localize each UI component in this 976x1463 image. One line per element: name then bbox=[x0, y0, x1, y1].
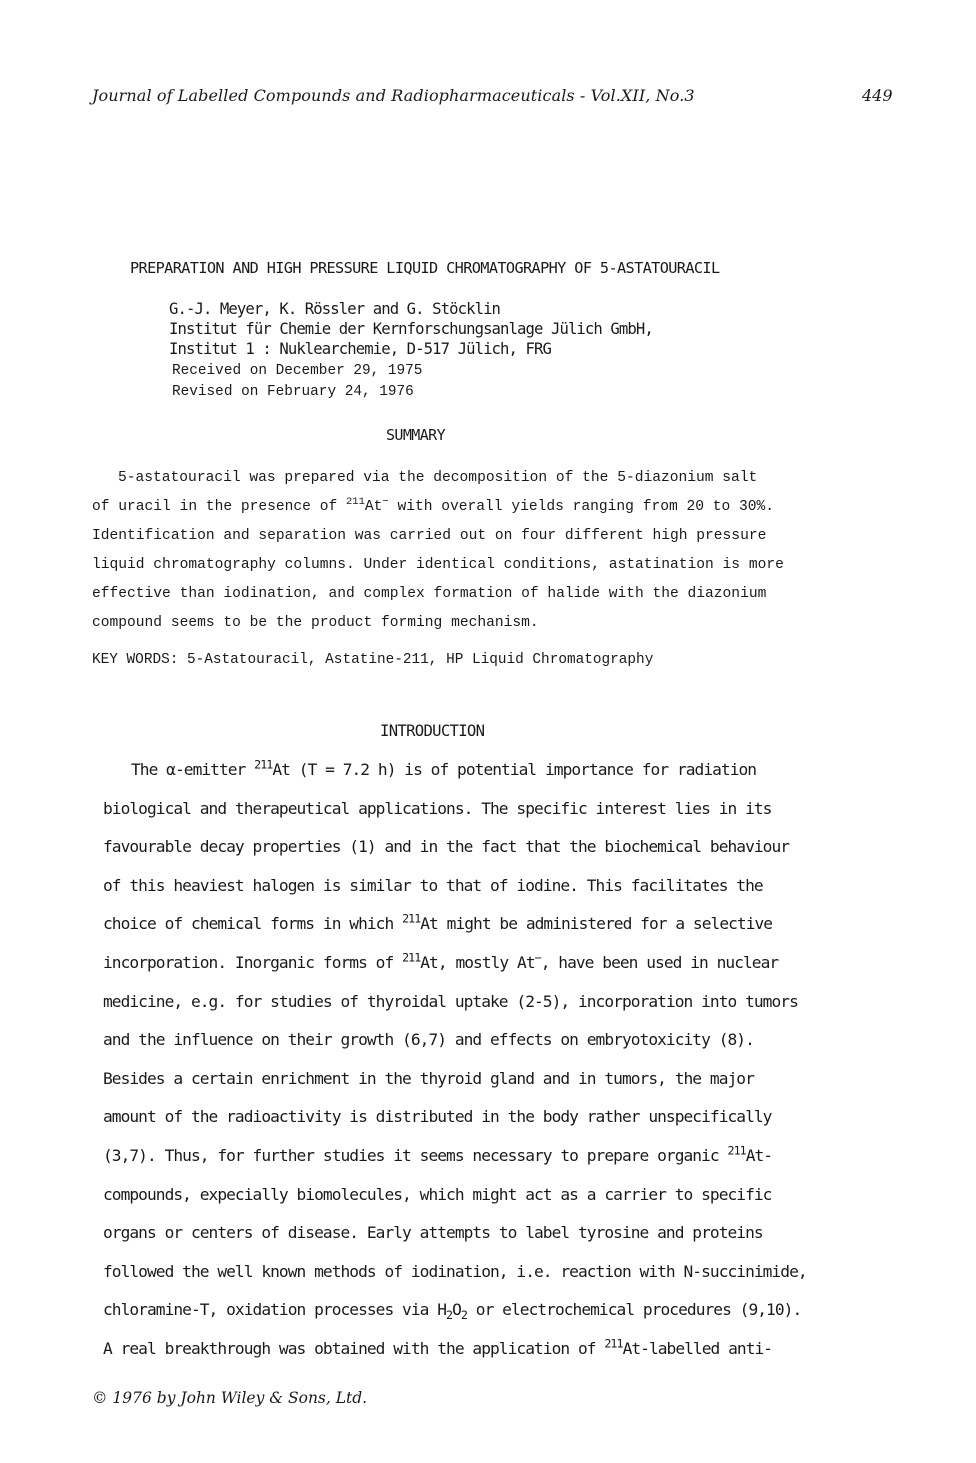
text-line bbox=[103, 876, 763, 895]
text-pre: amount of the radioactivity is distributed in the body rather unspecifically bbox=[103, 1107, 772, 1127]
text-line bbox=[103, 1030, 754, 1049]
text-post: At-labelled anti- bbox=[622, 1339, 773, 1358]
text-line bbox=[92, 496, 775, 515]
text-sub2: 2 bbox=[460, 1308, 467, 1323]
text-line bbox=[103, 1185, 771, 1204]
text-line bbox=[103, 1336, 773, 1358]
text-pre: biological and therapeutical applications. The specific interest lies in its bbox=[103, 798, 772, 818]
text-sup: 211 bbox=[402, 950, 421, 965]
copyright-footer: © 1976 by John Wiley & Sons, Ltd. bbox=[92, 1389, 368, 1407]
affiliation-line-1: Institut für Chemie der Kernforschungsanlage Jülich GmbH, bbox=[169, 320, 653, 338]
author-list: G.-J. Meyer, K. Rössler and G. Stöcklin bbox=[169, 300, 501, 318]
text-pre: of uracil in the presence of bbox=[92, 499, 346, 515]
text-line bbox=[103, 950, 779, 972]
text-mid: At, mostly At bbox=[420, 953, 535, 972]
text-pre: compound seems to be the product forming mechanism. bbox=[92, 615, 539, 631]
text-pre: incorporation. Inorganic forms of bbox=[103, 953, 403, 972]
text-pre: and the influence on their growth (6,7) and effects on embryotoxicity (8). bbox=[103, 1030, 754, 1050]
introduction-heading: INTRODUCTION bbox=[380, 722, 485, 740]
text-pre: of this heaviest halogen is similar to that of iodine. This facilitates the bbox=[103, 875, 763, 895]
page-number: 449 bbox=[862, 86, 893, 105]
text-line bbox=[103, 992, 798, 1011]
article-title: PREPARATION AND HIGH PRESSURE LIQUID CHROMATOGRAPHY OF 5-ASTATOURACIL bbox=[130, 259, 720, 277]
revised-date: Revised on February 24, 1976 bbox=[172, 384, 414, 400]
text-post: or electrochemical procedures (9,10). bbox=[467, 1300, 802, 1320]
text-pre: organs or centers of disease. Early attempts to label tyrosine and proteins bbox=[103, 1223, 763, 1243]
text-post: , have been used in nuclear bbox=[540, 953, 779, 972]
text-pre: (3,7). Thus, for further studies it seems necessary to prepare organic bbox=[103, 1146, 728, 1165]
text-post: with overall yields ranging from 20 to 30%. bbox=[388, 499, 775, 515]
summary-heading: SUMMARY bbox=[386, 426, 446, 444]
text-line bbox=[92, 528, 766, 544]
text-sup: 211 bbox=[604, 1336, 623, 1351]
text-line bbox=[103, 1069, 754, 1088]
text-pre: Identification and separation was carried out on four different high pressure bbox=[92, 528, 767, 544]
text-sup2: − bbox=[382, 496, 389, 509]
text-pre: compounds, expecially biomolecules, which might act as a carrier to specific bbox=[103, 1184, 772, 1204]
text-sup: 211 bbox=[727, 1143, 746, 1158]
text-pre: choice of chemical forms in which bbox=[103, 914, 403, 934]
text-line bbox=[103, 1262, 807, 1281]
text-sup: 211 bbox=[402, 911, 421, 926]
text-pre: followed the well known methods of iodination, i.e. reaction with N-succinimide, bbox=[103, 1261, 807, 1281]
affiliation-line-2: Institut 1 : Nuklearchemie, D-517 Jülich, FRG bbox=[169, 340, 551, 358]
text-pre: effective than iodination, and complex formation of halide with the diazonium bbox=[92, 586, 767, 602]
text-line bbox=[103, 1107, 771, 1126]
text-pre: favourable decay properties (1) and in the fact that the biochemical behaviour bbox=[103, 837, 790, 857]
text-sup: 211 bbox=[254, 757, 273, 772]
text-line bbox=[103, 837, 789, 856]
text-line bbox=[103, 799, 771, 818]
text-pre: A real breakthrough was obtained with the application of bbox=[103, 1339, 605, 1358]
text-line bbox=[118, 470, 757, 486]
text-mid: At bbox=[364, 499, 383, 515]
text-line bbox=[103, 1223, 763, 1242]
text-line bbox=[103, 911, 773, 934]
text-pre: liquid chromatography columns. Under identical conditions, astatination is more bbox=[92, 557, 784, 573]
text-line bbox=[103, 1300, 802, 1323]
text-post: At might be administered for a selective bbox=[420, 914, 773, 934]
text-line bbox=[92, 557, 784, 573]
text-pre: 5-astatouracil was prepared via the decomposition of the 5-diazonium salt bbox=[118, 470, 758, 486]
received-date: Received on December 29, 1975 bbox=[172, 363, 423, 379]
text-line bbox=[92, 586, 766, 602]
text-post: At- bbox=[745, 1146, 773, 1165]
keywords-line: KEY WORDS: 5-Astatouracil, Astatine-211, HP Liquid Chromatography bbox=[92, 652, 654, 668]
text-post: At (T = 7.2 h) is of potential importance for radiation bbox=[272, 760, 757, 779]
text-pre: medicine, e.g. for studies of thyroidal uptake (2-5), incorporation into tumors bbox=[103, 991, 798, 1011]
text-sup: 211 bbox=[345, 496, 365, 509]
text-pre: chloramine-T, oxidation processes via H bbox=[103, 1300, 447, 1320]
text-line bbox=[92, 615, 539, 631]
text-pre: Besides a certain enrichment in the thyroid gland and in tumors, the major bbox=[103, 1068, 754, 1088]
text-line bbox=[131, 757, 757, 779]
text-sup2: − bbox=[534, 950, 541, 965]
journal-header: Journal of Labelled Compounds and Radiopharmaceuticals - Vol.XII, No.3 bbox=[92, 86, 695, 105]
text-mid: O bbox=[452, 1300, 461, 1320]
text-pre: The α-emitter bbox=[131, 760, 255, 779]
text-sub: 2 bbox=[446, 1308, 453, 1323]
text-line bbox=[103, 1143, 773, 1165]
